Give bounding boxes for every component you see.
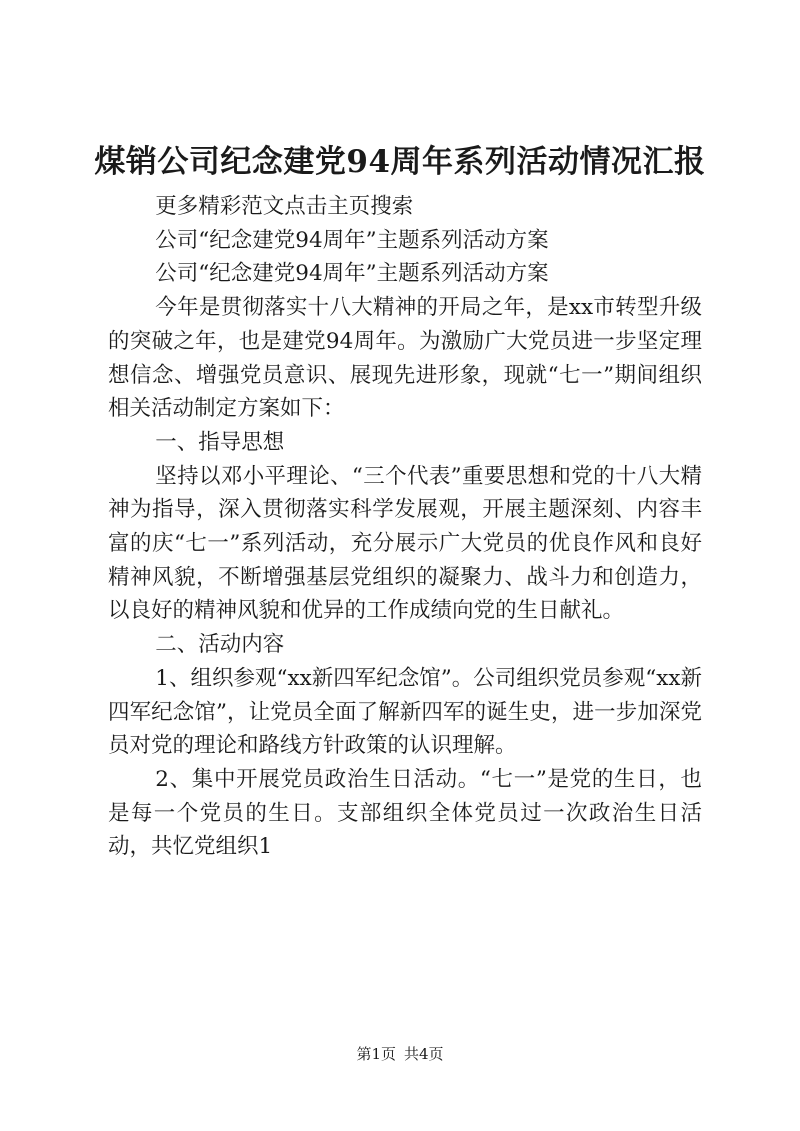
document-title: 煤销公司纪念建党94周年系列活动情况汇报 [94,144,706,180]
paragraph-activity-1: 1、组织参观“xx新四军纪念馆”。公司组织党员参观“xx新四军纪念馆”，让党员全面了解新四军的诞生史，进一步加深党员对党的理论和路线方针政策的认识理解。 [108,665,702,759]
page-number: 第1页 [356,1045,396,1063]
section-heading-guiding-thought: 一、指导思想 [155,429,285,455]
paragraph-subtitle-1: 公司“纪念建党94周年”主题系列活动方案 [155,227,549,253]
paragraph-intro: 今年是贯彻落实十八大精神的开局之年，是xx市转型升级的突破之年，也是建党94周年。为激励广大党员进一步坚定理想信念、增强党员意识、展现先进形象，现就“七一”期间组织相关活动制定方案如下： [108,295,702,422]
paragraph-guiding-thought: 坚持以邓小平理论、“三个代表”重要思想和党的十八大精神为指导，深入贯彻落实科学发展观，开展主题深刻、内容丰富的庆“七一”系列活动，充分展示广大党员的优良作风和良好精神风貌，不断增强基层党组织的凝聚力、战斗力和创造力，以良好的精神风貌和优异的工作成绩向党的生日献礼。 [108,463,702,624]
section-heading-activities: 二、活动内容 [155,632,285,658]
page-total: 共4页 [404,1045,444,1063]
page-footer [0,1044,800,1064]
document-body [108,190,702,864]
paragraph-more-link: 更多精彩范文点击主页搜索 [155,194,414,219]
paragraph-activity-2: 2、集中开展党员政治生日活动。“七一”是党的生日，也是每一个党员的生日。支部组织全体党员过一次政治生日活动，共忆党组织1 [108,766,702,860]
paragraph-subtitle-2: 公司“纪念建党94周年”主题系列活动方案 [155,261,549,287]
